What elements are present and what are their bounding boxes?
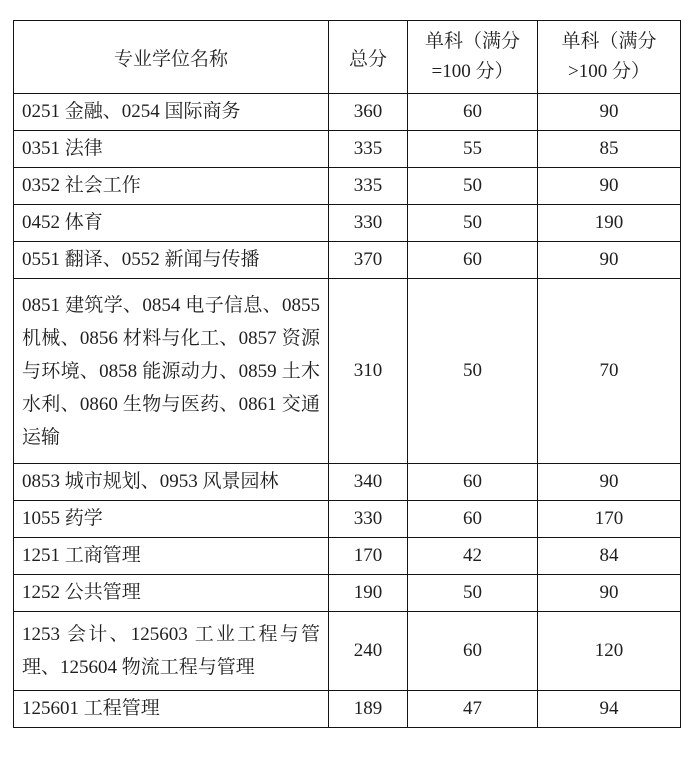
- total-score-cell: 330: [329, 205, 408, 242]
- degree-name-cell: 0853 城市规划、0953 风景园林: [14, 464, 329, 501]
- table-row: [14, 279, 681, 464]
- table-row: [14, 538, 681, 575]
- header-single-subject-eq100-line1: 单科（满分: [424, 31, 520, 52]
- single-subject-gt100-cell: 90: [538, 242, 681, 279]
- total-score-cell: 340: [329, 464, 408, 501]
- single-subject-eq100-cell: 60: [408, 612, 538, 691]
- single-subject-eq100-cell: 50: [408, 575, 538, 612]
- total-score-cell: 330: [329, 501, 408, 538]
- total-score-cell: 170: [329, 538, 408, 575]
- total-score-cell: 190: [329, 575, 408, 612]
- table-row: [14, 575, 681, 612]
- table-row: [14, 691, 681, 728]
- single-subject-gt100-cell: 85: [538, 131, 681, 168]
- header-degree-name: 专业学位名称: [14, 21, 329, 94]
- table-row: [14, 205, 681, 242]
- degree-name-cell: 0251 金融、0254 国际商务: [14, 94, 329, 131]
- single-subject-gt100-cell: 170: [538, 501, 681, 538]
- single-subject-gt100-cell: 120: [538, 612, 681, 691]
- single-subject-eq100-cell: 50: [408, 168, 538, 205]
- degree-name-cell: 1055 药学: [14, 501, 329, 538]
- table-row: [14, 131, 681, 168]
- total-score-cell: 360: [329, 94, 408, 131]
- single-subject-eq100-cell: 60: [408, 464, 538, 501]
- single-subject-eq100-cell: 50: [408, 205, 538, 242]
- header-single-subject-eq100-line2: =100 分）: [431, 61, 514, 82]
- total-score-cell: 310: [329, 279, 408, 464]
- header-single-subject-gt100: [538, 21, 681, 94]
- degree-name-cell: 0452 体育: [14, 205, 329, 242]
- single-subject-gt100-cell: 90: [538, 168, 681, 205]
- single-subject-eq100-cell: 50: [408, 279, 538, 464]
- degree-name-cell: 1251 工商管理: [14, 538, 329, 575]
- single-subject-eq100-cell: 55: [408, 131, 538, 168]
- table-row: [14, 612, 681, 691]
- total-score-cell: 240: [329, 612, 408, 691]
- degree-name-cell: 1253 会计、125603 工业工程与管理、125604 物流工程与管理: [14, 612, 329, 691]
- header-single-subject-gt100-line2: >100 分）: [568, 61, 650, 82]
- header-single-subject-gt100-line1: 单科（满分: [561, 31, 657, 52]
- table-row: [14, 242, 681, 279]
- degree-name-cell: 0352 社会工作: [14, 168, 329, 205]
- degree-name-cell: 0851 建筑学、0854 电子信息、0855 机械、0856 材料与化工、0857 资源与环境、0858 能源动力、0859 土木水利、0860 生物与医药、0861 交通运输: [14, 279, 329, 464]
- single-subject-gt100-cell: 94: [538, 691, 681, 728]
- degree-name-cell: 1252 公共管理: [14, 575, 329, 612]
- single-subject-eq100-cell: 60: [408, 242, 538, 279]
- total-score-cell: 335: [329, 131, 408, 168]
- table-row: [14, 464, 681, 501]
- table-row: [14, 94, 681, 131]
- single-subject-eq100-cell: 60: [408, 94, 538, 131]
- table-row: [14, 501, 681, 538]
- score-cutoff-table: [13, 20, 681, 728]
- single-subject-gt100-cell: 84: [538, 538, 681, 575]
- degree-name-cell: 0351 法律: [14, 131, 329, 168]
- single-subject-gt100-cell: 70: [538, 279, 681, 464]
- single-subject-gt100-cell: 90: [538, 575, 681, 612]
- degree-name-cell: 125601 工程管理: [14, 691, 329, 728]
- total-score-cell: 370: [329, 242, 408, 279]
- single-subject-eq100-cell: 47: [408, 691, 538, 728]
- header-single-subject-eq100: [408, 21, 538, 94]
- single-subject-gt100-cell: 90: [538, 94, 681, 131]
- total-score-cell: 189: [329, 691, 408, 728]
- single-subject-gt100-cell: 90: [538, 464, 681, 501]
- table-row: [14, 168, 681, 205]
- header-total-score: 总分: [329, 21, 408, 94]
- header-row: [14, 21, 681, 94]
- single-subject-gt100-cell: 190: [538, 205, 681, 242]
- total-score-cell: 335: [329, 168, 408, 205]
- single-subject-eq100-cell: 42: [408, 538, 538, 575]
- single-subject-eq100-cell: 60: [408, 501, 538, 538]
- degree-name-cell: 0551 翻译、0552 新闻与传播: [14, 242, 329, 279]
